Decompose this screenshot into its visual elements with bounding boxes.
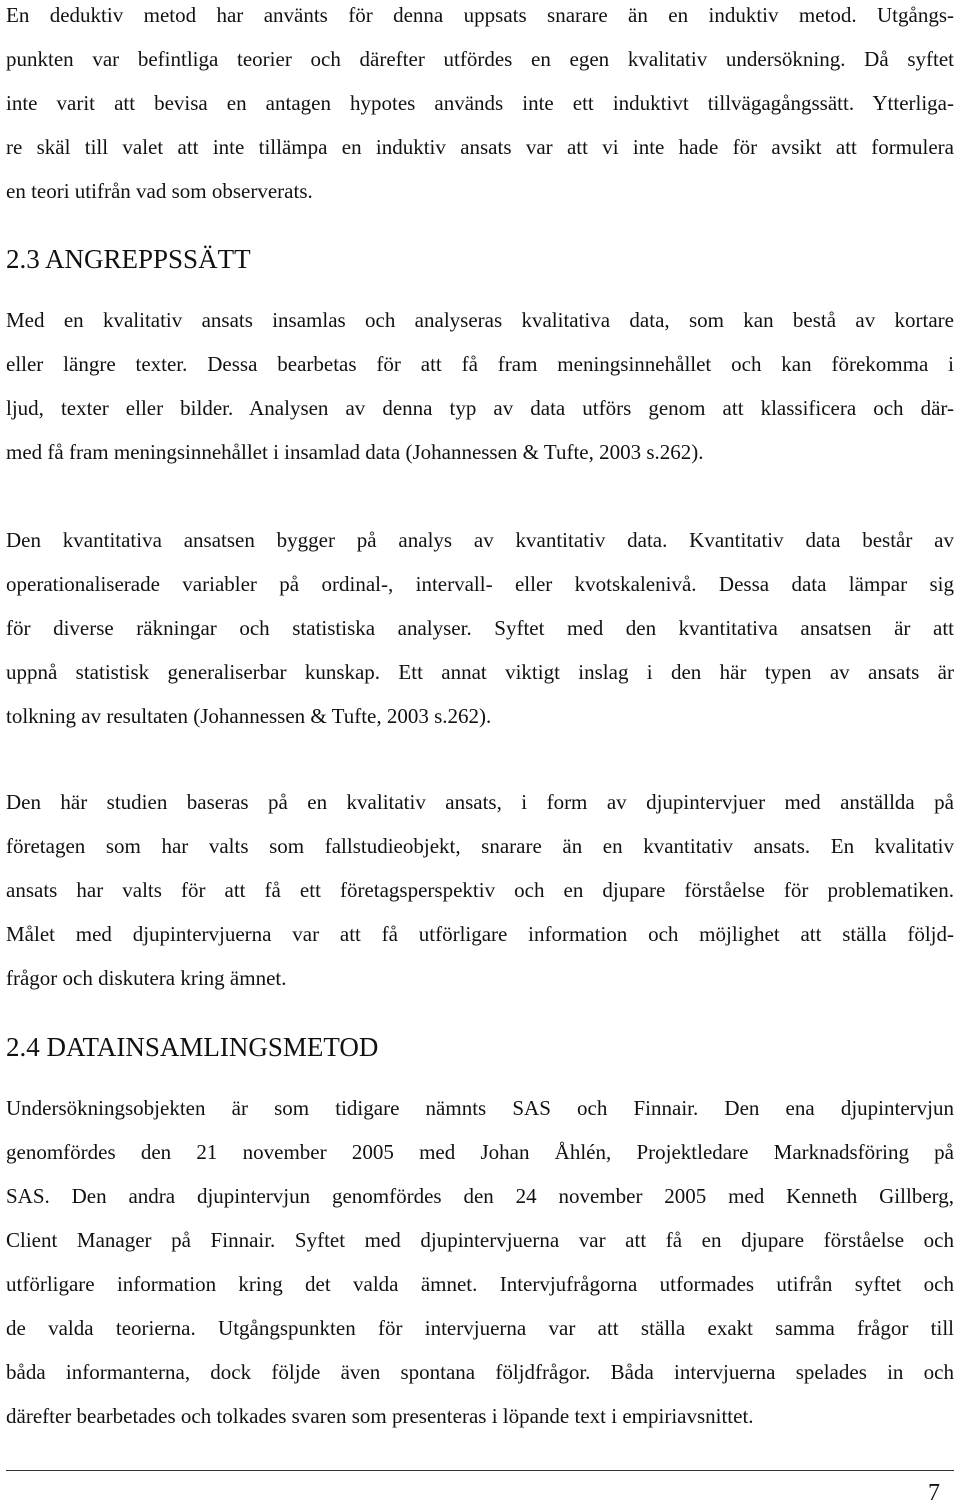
text-line: därefter bearbetades och tolkades svaren som presenteras i löpande text i empiriavsnittet.	[6, 1404, 754, 1428]
page-number: 7	[928, 1480, 940, 1506]
paragraph-data-collection	[6, 1086, 954, 1438]
text-line: för diverse räkningar och statistiska analyser. Syftet med den kvantitativa ansatsen är att	[6, 616, 954, 640]
footer-divider	[6, 1470, 954, 1471]
text-line: tolkning av resultaten (Johannessen & Tufte, 2003 s.262).	[6, 704, 492, 728]
text-line: inte varit att bevisa en antagen hypotes används inte ett induktivt tillvägagångssätt. Ytterliga-	[6, 91, 954, 115]
section-heading-angreppssatt: 2.3 ANGREPPSSÄTT	[6, 244, 251, 274]
text-line: Den kvantitativa ansatsen bygger på analys av kvantitativ data. Kvantitativ data består av	[6, 528, 954, 552]
text-line: Client Manager på Finnair. Syftet med djupintervjuerna var att få en djupare förståelse och	[6, 1228, 954, 1252]
text-line: med få fram meningsinnehållet i insamlad data (Johannessen & Tufte, 2003 s.262).	[6, 440, 704, 464]
text-line: En deduktiv metod har använts för denna uppsats snarare än en induktiv metod. Utgångs-	[6, 3, 954, 27]
text-line: ansats har valts för att få ett företagsperspektiv och en djupare förståelse för problematiken.	[6, 878, 954, 902]
text-line: båda informanterna, dock följde även spontana följdfrågor. Båda intervjuerna spelades in och	[6, 1360, 954, 1384]
text-line: punkten var befintliga teorier och därefter utfördes en egen kvalitativ undersökning. Då syftet	[6, 47, 954, 71]
text-line: ljud, texter eller bilder. Analysen av denna typ av data utförs genom att klassificera och där-	[6, 396, 954, 420]
paragraph-quantitative-approach	[6, 518, 954, 738]
text-line: Med en kvalitativ ansats insamlas och analyseras kvalitativa data, som kan bestå av kortare	[6, 308, 954, 332]
text-line: operationaliserade variabler på ordinal-, intervall- eller kvotskalenivå. Dessa data lämpar sig	[6, 572, 954, 596]
text-line: uppnå statistisk generaliserbar kunskap. Ett annat viktigt inslag i den här typen av ansats är	[6, 660, 954, 684]
text-line: genomfördes den 21 november 2005 med Johan Åhlén, Projektledare Marknadsföring på	[6, 1140, 954, 1164]
text-line: Målet med djupintervjuerna var att få utförligare information och möjlighet att ställa följd-	[6, 922, 954, 946]
paragraph-qualitative-approach	[6, 298, 954, 474]
paragraph-study-basis	[6, 780, 954, 1000]
text-line: frågor och diskutera kring ämnet.	[6, 966, 287, 990]
section-heading-datainsamlingsmetod: 2.4 DATAINSAMLINGSMETOD	[6, 1032, 379, 1062]
paragraph-deductive-method	[6, 0, 954, 213]
text-line: eller längre texter. Dessa bearbetas för att få fram meningsinnehållet och kan förekomma i	[6, 352, 954, 376]
text-line: de valda teorierna. Utgångspunkten för intervjuerna var att ställa exakt samma frågor till	[6, 1316, 954, 1340]
text-line: Den här studien baseras på en kvalitativ ansats, i form av djupintervjuer med anställda på	[6, 790, 954, 814]
text-line: företagen som har valts som fallstudieobjekt, snarare än en kvantitativ ansats. En kvalitativ	[6, 834, 954, 858]
text-line: SAS. Den andra djupintervjun genomfördes den 24 november 2005 med Kenneth Gillberg,	[6, 1184, 954, 1208]
text-line: re skäl till valet att inte tillämpa en induktiv ansats var att vi inte hade för avsikt att formulera	[6, 135, 954, 159]
text-line: utförligare information kring det valda ämnet. Intervjufrågorna utformades utifrån syftet och	[6, 1272, 954, 1296]
text-line: en teori utifrån vad som observerats.	[6, 179, 313, 203]
text-line: Undersökningsobjekten är som tidigare nämnts SAS och Finnair. Den ena djupintervjun	[6, 1096, 954, 1120]
